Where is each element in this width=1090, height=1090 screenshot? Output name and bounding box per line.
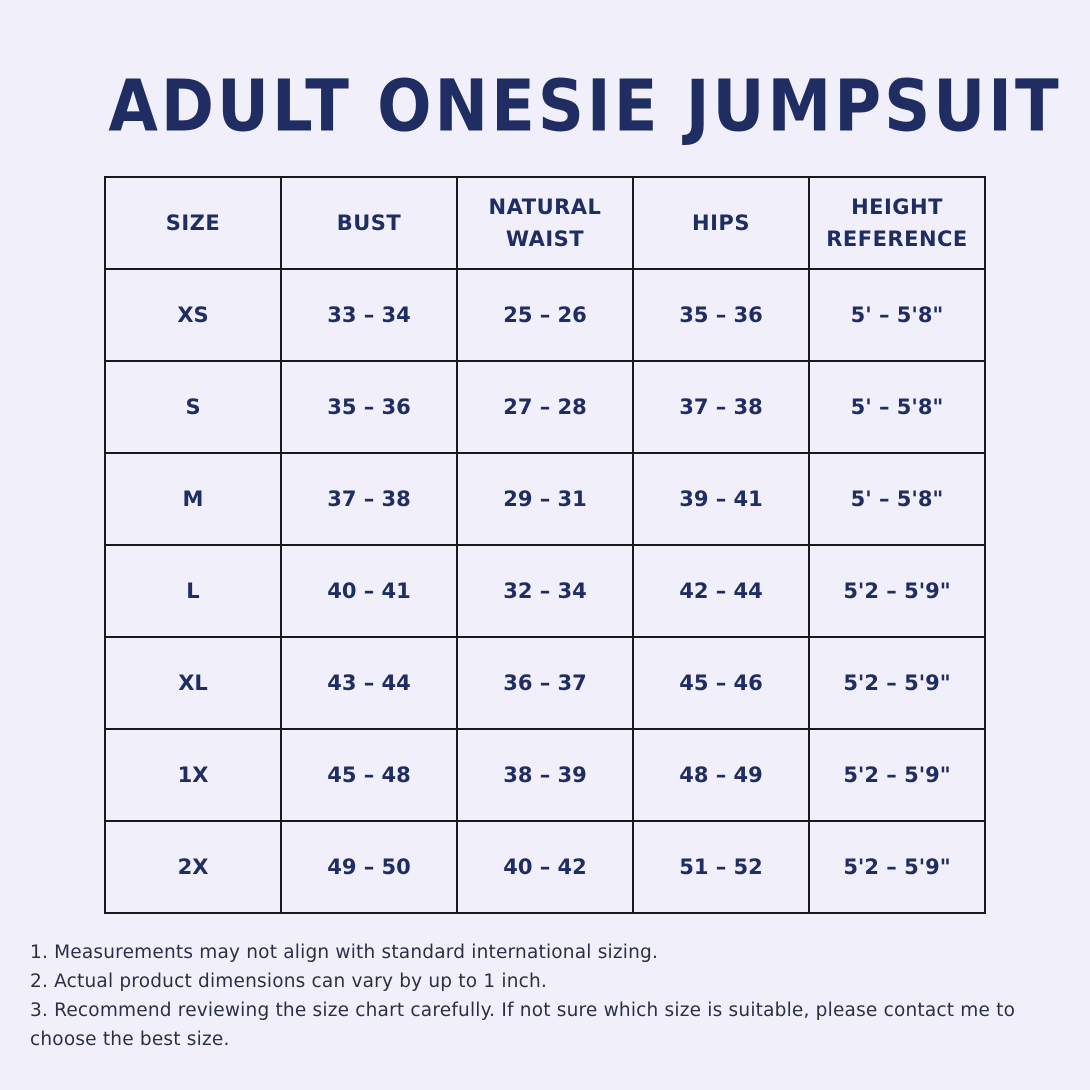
cell-natural-waist: 25 – 26: [457, 269, 633, 361]
cell-size: XL: [105, 637, 281, 729]
cell-hips: 42 – 44: [633, 545, 809, 637]
cell-hips: 35 – 36: [633, 269, 809, 361]
cell-size: S: [105, 361, 281, 453]
header-natural-waist-line-2: WAIST: [505, 227, 585, 251]
table-row: [105, 729, 985, 821]
header-hips: [633, 177, 809, 269]
header-bust: [281, 177, 457, 269]
note-item: 2. Actual product dimensions can vary by up to 1 inch.: [30, 971, 548, 992]
cell-hips: 51 – 52: [633, 821, 809, 913]
note-item: 3. Recommend reviewing the size chart carefully. If not sure which size is suitable, please contact me to choose the best size.: [30, 1000, 1016, 1050]
page-title: ADULT ONESIE JUMPSUIT: [108, 65, 1062, 149]
header-hips-line: HIPS: [692, 211, 750, 235]
notes-section: [30, 938, 1080, 1054]
header-height-reference-line-1: HEIGHT: [851, 195, 943, 219]
cell-size: 1X: [105, 729, 281, 821]
cell-natural-waist: 38 – 39: [457, 729, 633, 821]
cell-natural-waist: 29 – 31: [457, 453, 633, 545]
cell-natural-waist: 36 – 37: [457, 637, 633, 729]
header-natural-waist-line-1: NATURAL: [488, 195, 602, 219]
cell-hips: 48 – 49: [633, 729, 809, 821]
cell-natural-waist: 27 – 28: [457, 361, 633, 453]
cell-height-reference: 5' – 5'8": [809, 453, 985, 545]
table-row: [105, 821, 985, 913]
cell-size: XS: [105, 269, 281, 361]
cell-height-reference: 5'2 – 5'9": [809, 729, 985, 821]
header-natural-waist: [457, 177, 633, 269]
note-item: 1. Measurements may not align with standard international sizing.: [30, 942, 659, 963]
table-header-row: [105, 177, 985, 269]
header-size-line: SIZE: [165, 211, 221, 235]
header-size: [105, 177, 281, 269]
cell-bust: 43 – 44: [281, 637, 457, 729]
table-row: [105, 269, 985, 361]
cell-natural-waist: 40 – 42: [457, 821, 633, 913]
cell-size: 2X: [105, 821, 281, 913]
cell-bust: 45 – 48: [281, 729, 457, 821]
table-row: [105, 361, 985, 453]
cell-size: L: [105, 545, 281, 637]
cell-hips: 37 – 38: [633, 361, 809, 453]
cell-height-reference: 5' – 5'8": [809, 269, 985, 361]
cell-height-reference: 5' – 5'8": [809, 361, 985, 453]
header-height-reference: [809, 177, 985, 269]
cell-height-reference: 5'2 – 5'9": [809, 637, 985, 729]
cell-size: M: [105, 453, 281, 545]
table-row: [105, 545, 985, 637]
table-row: [105, 637, 985, 729]
table-row: [105, 453, 985, 545]
header-bust-line: BUST: [336, 211, 402, 235]
size-chart-table: [104, 176, 986, 914]
cell-hips: 45 – 46: [633, 637, 809, 729]
cell-hips: 39 – 41: [633, 453, 809, 545]
cell-height-reference: 5'2 – 5'9": [809, 821, 985, 913]
cell-bust: 40 – 41: [281, 545, 457, 637]
cell-height-reference: 5'2 – 5'9": [809, 545, 985, 637]
cell-bust: 33 – 34: [281, 269, 457, 361]
cell-bust: 37 – 38: [281, 453, 457, 545]
cell-natural-waist: 32 – 34: [457, 545, 633, 637]
header-height-reference-line-2: REFERENCE: [826, 227, 968, 251]
cell-bust: 49 – 50: [281, 821, 457, 913]
cell-bust: 35 – 36: [281, 361, 457, 453]
